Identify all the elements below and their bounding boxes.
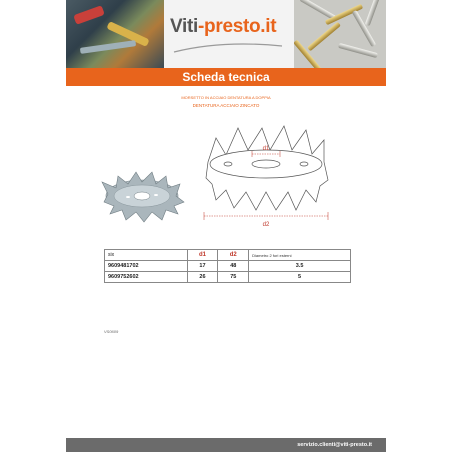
table-row bbox=[105, 272, 351, 283]
screws-photo bbox=[294, 0, 386, 68]
brand-logo[interactable] bbox=[170, 16, 288, 56]
page-title: Scheda tecnica bbox=[182, 70, 270, 84]
contact-email-link[interactable]: servizio.clienti@viti-presto.it bbox=[297, 442, 372, 448]
spec-table bbox=[104, 249, 351, 283]
header-hole-diameter: Diametro 2 fori esterni bbox=[249, 250, 351, 261]
table-header-row bbox=[105, 250, 351, 261]
document-code: VS0609 bbox=[104, 329, 119, 334]
product-drawing bbox=[66, 110, 386, 235]
cell-code: 9609481702 bbox=[105, 261, 188, 272]
footer bbox=[66, 438, 386, 452]
header-code: six bbox=[105, 250, 188, 261]
product-subtitle-2: DENTATURA ACCIAIO ZINCATO bbox=[192, 103, 260, 108]
dimension-label-d2: d2 bbox=[262, 222, 270, 228]
cell-d1: 17 bbox=[187, 261, 218, 272]
header-d1: d1 bbox=[187, 250, 218, 261]
technical-drawing bbox=[206, 126, 328, 210]
cell-d1: 26 bbox=[187, 272, 218, 283]
cell-d2: 48 bbox=[218, 261, 249, 272]
product-photo bbox=[102, 172, 184, 222]
header-d2: d2 bbox=[218, 250, 249, 261]
tools-photo bbox=[66, 0, 164, 68]
table-row bbox=[105, 261, 351, 272]
cell-code: 9609752602 bbox=[105, 272, 188, 283]
product-subtitle-1: MORSETTO IN ACCIAIO DENTATURA A DOPPIA bbox=[181, 95, 271, 100]
cell-hole-diameter: 5 bbox=[249, 272, 351, 283]
logo-text: Viti-presto.it bbox=[170, 16, 277, 37]
logo-swoosh-icon bbox=[172, 42, 284, 54]
dimension-label-d1: d1 bbox=[262, 146, 270, 152]
cell-hole-diameter: 3.5 bbox=[249, 261, 351, 272]
header bbox=[66, 0, 386, 68]
cell-d2: 75 bbox=[218, 272, 249, 283]
data-sheet-page bbox=[66, 0, 386, 452]
